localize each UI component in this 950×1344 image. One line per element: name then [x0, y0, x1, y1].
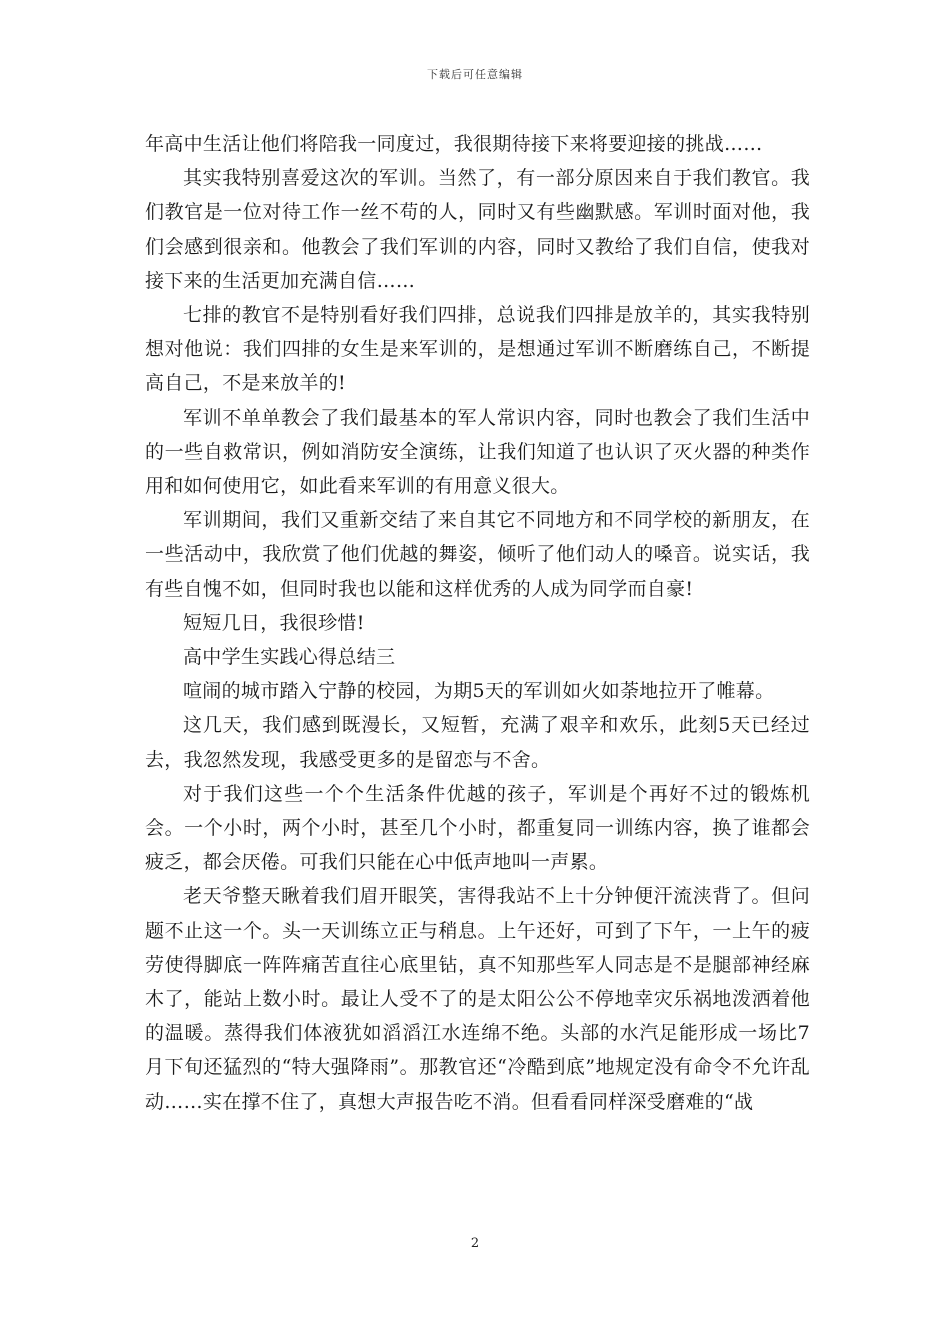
- paragraph: 老天爷整天瞅着我们眉开眼笑，害得我站不上十分钟便汗流浃背了。但问题不止这一个。头一天训练立正与稍息。上午还好，可到了下午，一上午的疲劳使得脚底一阵阵痛苦直往心底里钻，真不知那些军人同志是不是腿部神经麻木了，能站上数小时。最让人受不了的是太阳公公不停地幸灾乐祸地泼洒着他的温暖。蒸得我们体液犹如滔滔江水连绵不绝。头部的水汽足能形成一场比7月下旬还猛烈的“特大强降雨”。那教官还“冷酷到底”地规定没有命令不允许乱动……实在撑不住了，真想大声报告吃不消。但看看同样深受磨难的“战: [145, 885, 810, 1113]
- page-header: 下载后可任意编辑: [427, 68, 523, 81]
- paragraph: 军训不单单教会了我们最基本的军人常识内容，同时也教会了我们生活中的一些自救常识，例如消防安全演练，让我们知道了也认识了灭火器的种类作用和如何使用它，如此看来军训的有用意义很大。: [145, 406, 810, 498]
- section-heading: 高中学生实践心得总结三: [183, 646, 396, 669]
- paragraph: 军训期间，我们又重新交结了来自其它不同地方和不同学校的新朋友，在一些活动中，我欣赏了他们优越的舞姿，倾听了他们动人的嗓音。说实话，我有些自愧不如，但同时我也以能和这样优秀的人成为同学而自豪!: [145, 509, 810, 600]
- paragraph: 七排的教官不是特别看好我们四排，总说我们四排是放羊的，其实我特别想对他说：我们四排的女生是来军训的，是想通过军训不断磨练自己，不断提高自己，不是来放羊的!: [145, 304, 810, 395]
- paragraph: 短短几日，我很珍惜!: [183, 611, 365, 634]
- paragraph: 这几天，我们感到既漫长，又短暂，充满了艰辛和欢乐，此刻5天已经过去，我忽然发现，我感受更多的是留恋与不舍。: [145, 714, 810, 771]
- paragraph: 年高中生活让他们将陪我一同度过，我很期待接下来将要迎接的挑战……: [145, 133, 763, 155]
- document-body: [145, 127, 810, 1119]
- paragraph: 喧闹的城市踏入宁静的校园，为期5天的军训如火如荼地拉开了帷幕。: [183, 680, 775, 703]
- paragraph: 对于我们这些一个个生活条件优越的孩子，军训是个再好不过的锻炼机会。一个小时，两个小时，甚至几个小时，都重复同一训练内容，换了谁都会疲乏，都会厌倦。可我们只能在心中低声地叫一声累。: [145, 782, 810, 874]
- paragraph: 其实我特别喜爱这次的军训。当然了，有一部分原因来自于我们教官。我们教官是一位对待工作一丝不苟的人，同时又有些幽默感。军训时面对他，我们会感到很亲和。他教会了我们军训的内容，同时又教给了我们自信，使我对接下来的生活更加充满自信……: [145, 167, 810, 292]
- page-number: 2: [470, 1236, 480, 1251]
